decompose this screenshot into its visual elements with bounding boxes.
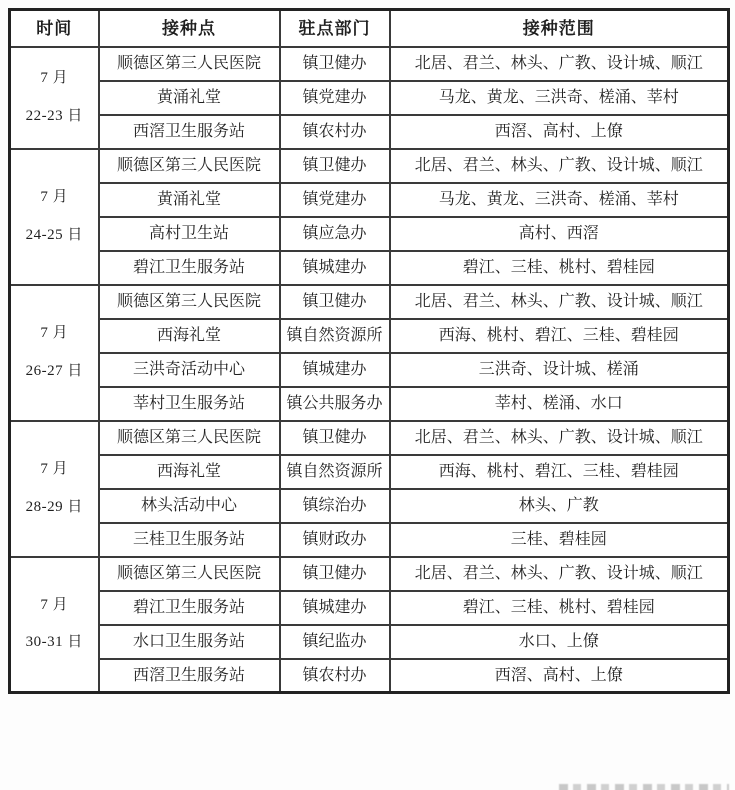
department-cell: 镇公共服务办	[280, 387, 390, 421]
site-cell: 三桂卫生服务站	[99, 523, 280, 557]
department-cell: 镇纪监办	[280, 625, 390, 659]
time-month: 7 月	[40, 461, 69, 477]
department-cell: 镇城建办	[280, 591, 390, 625]
table-row	[10, 149, 729, 183]
site-cell: 黄涌礼堂	[99, 183, 280, 217]
department-cell: 镇党建办	[280, 81, 390, 115]
time-cell	[10, 149, 99, 285]
time-days: 30-31 日	[25, 634, 83, 651]
department-cell: 镇卫健办	[280, 149, 390, 183]
site-cell: 莘村卫生服务站	[99, 387, 280, 421]
table-row	[10, 47, 729, 81]
scope-cell: 北居、君兰、林头、广教、设计城、顺江	[390, 47, 729, 81]
department-cell: 镇城建办	[280, 353, 390, 387]
site-cell: 林头活动中心	[99, 489, 280, 523]
department-cell: 镇农村办	[280, 115, 390, 149]
cropped-watermark	[559, 782, 729, 790]
table-row	[10, 387, 729, 421]
department-cell: 镇卫健办	[280, 557, 390, 591]
scope-cell: 马龙、黄龙、三洪奇、槎涌、莘村	[390, 81, 729, 115]
table-row	[10, 217, 729, 251]
department-cell: 镇党建办	[280, 183, 390, 217]
header-department: 驻点部门	[280, 10, 390, 47]
scope-cell: 西海、桃村、碧江、三桂、碧桂园	[390, 319, 729, 353]
site-cell: 黄涌礼堂	[99, 81, 280, 115]
scope-cell: 莘村、槎涌、水口	[390, 387, 729, 421]
site-cell: 三洪奇活动中心	[99, 353, 280, 387]
time-cell	[10, 47, 99, 149]
vaccination-schedule-table	[8, 8, 730, 694]
department-cell: 镇自然资源所	[280, 319, 390, 353]
site-cell: 顺德区第三人民医院	[99, 47, 280, 81]
scope-cell: 北居、君兰、林头、广教、设计城、顺江	[390, 421, 729, 455]
department-cell: 镇卫健办	[280, 421, 390, 455]
table-row	[10, 421, 729, 455]
department-cell: 镇卫健办	[280, 47, 390, 81]
table-row	[10, 183, 729, 217]
table-row	[10, 251, 729, 285]
scope-cell: 西海、桃村、碧江、三桂、碧桂园	[390, 455, 729, 489]
department-cell: 镇自然资源所	[280, 455, 390, 489]
table-row	[10, 81, 729, 115]
scope-cell: 北居、君兰、林头、广教、设计城、顺江	[390, 285, 729, 319]
time-days: 22-23 日	[25, 107, 83, 124]
time-days: 28-29 日	[25, 498, 83, 515]
scope-cell: 北居、君兰、林头、广教、设计城、顺江	[390, 557, 729, 591]
header-row	[10, 10, 729, 47]
table-row	[10, 591, 729, 625]
table-row	[10, 455, 729, 489]
time-days: 24-25 日	[25, 226, 83, 243]
site-cell: 顺德区第三人民医院	[99, 421, 280, 455]
time-month: 7 月	[40, 189, 69, 205]
header-time: 时间	[10, 10, 99, 47]
site-cell: 顺德区第三人民医院	[99, 285, 280, 319]
scope-cell: 碧江、三桂、桃村、碧桂园	[390, 591, 729, 625]
table-row	[10, 625, 729, 659]
department-cell: 镇城建办	[280, 251, 390, 285]
site-cell: 高村卫生站	[99, 217, 280, 251]
table-row	[10, 489, 729, 523]
department-cell: 镇应急办	[280, 217, 390, 251]
time-month: 7 月	[40, 596, 69, 613]
scope-cell: 三桂、碧桂园	[390, 523, 729, 557]
table-row	[10, 285, 729, 319]
table-row	[10, 319, 729, 353]
site-cell: 水口卫生服务站	[99, 625, 280, 659]
site-cell: 西滘卫生服务站	[99, 115, 280, 149]
site-cell: 碧江卫生服务站	[99, 591, 280, 625]
time-month: 7 月	[40, 325, 69, 341]
table-row	[10, 557, 729, 591]
time-cell	[10, 557, 99, 693]
department-cell: 镇卫健办	[280, 285, 390, 319]
scope-cell: 碧江、三桂、桃村、碧桂园	[390, 251, 729, 285]
table-row	[10, 659, 729, 693]
site-cell: 西滘卫生服务站	[99, 659, 280, 693]
table-row	[10, 353, 729, 387]
site-cell: 顺德区第三人民医院	[99, 149, 280, 183]
time-days: 26-27 日	[25, 362, 83, 379]
time-month: 7 月	[40, 70, 69, 86]
scope-cell: 林头、广教	[390, 489, 729, 523]
time-cell	[10, 285, 99, 421]
scope-cell: 西滘、高村、上僚	[390, 115, 729, 149]
department-cell: 镇农村办	[280, 659, 390, 693]
table-row	[10, 523, 729, 557]
scope-cell: 西滘、高村、上僚	[390, 659, 729, 693]
site-cell: 碧江卫生服务站	[99, 251, 280, 285]
scope-cell: 北居、君兰、林头、广教、设计城、顺江	[390, 149, 729, 183]
header-scope: 接种范围	[390, 10, 729, 47]
scope-cell: 水口、上僚	[390, 625, 729, 659]
site-cell: 顺德区第三人民医院	[99, 557, 280, 591]
table-row	[10, 115, 729, 149]
site-cell: 西海礼堂	[99, 319, 280, 353]
department-cell: 镇财政办	[280, 523, 390, 557]
department-cell: 镇综治办	[280, 489, 390, 523]
scope-cell: 高村、西滘	[390, 217, 729, 251]
site-cell: 西海礼堂	[99, 455, 280, 489]
header-site: 接种点	[99, 10, 280, 47]
time-cell	[10, 421, 99, 557]
scope-cell: 三洪奇、设计城、槎涌	[390, 353, 729, 387]
scope-cell: 马龙、黄龙、三洪奇、槎涌、莘村	[390, 183, 729, 217]
